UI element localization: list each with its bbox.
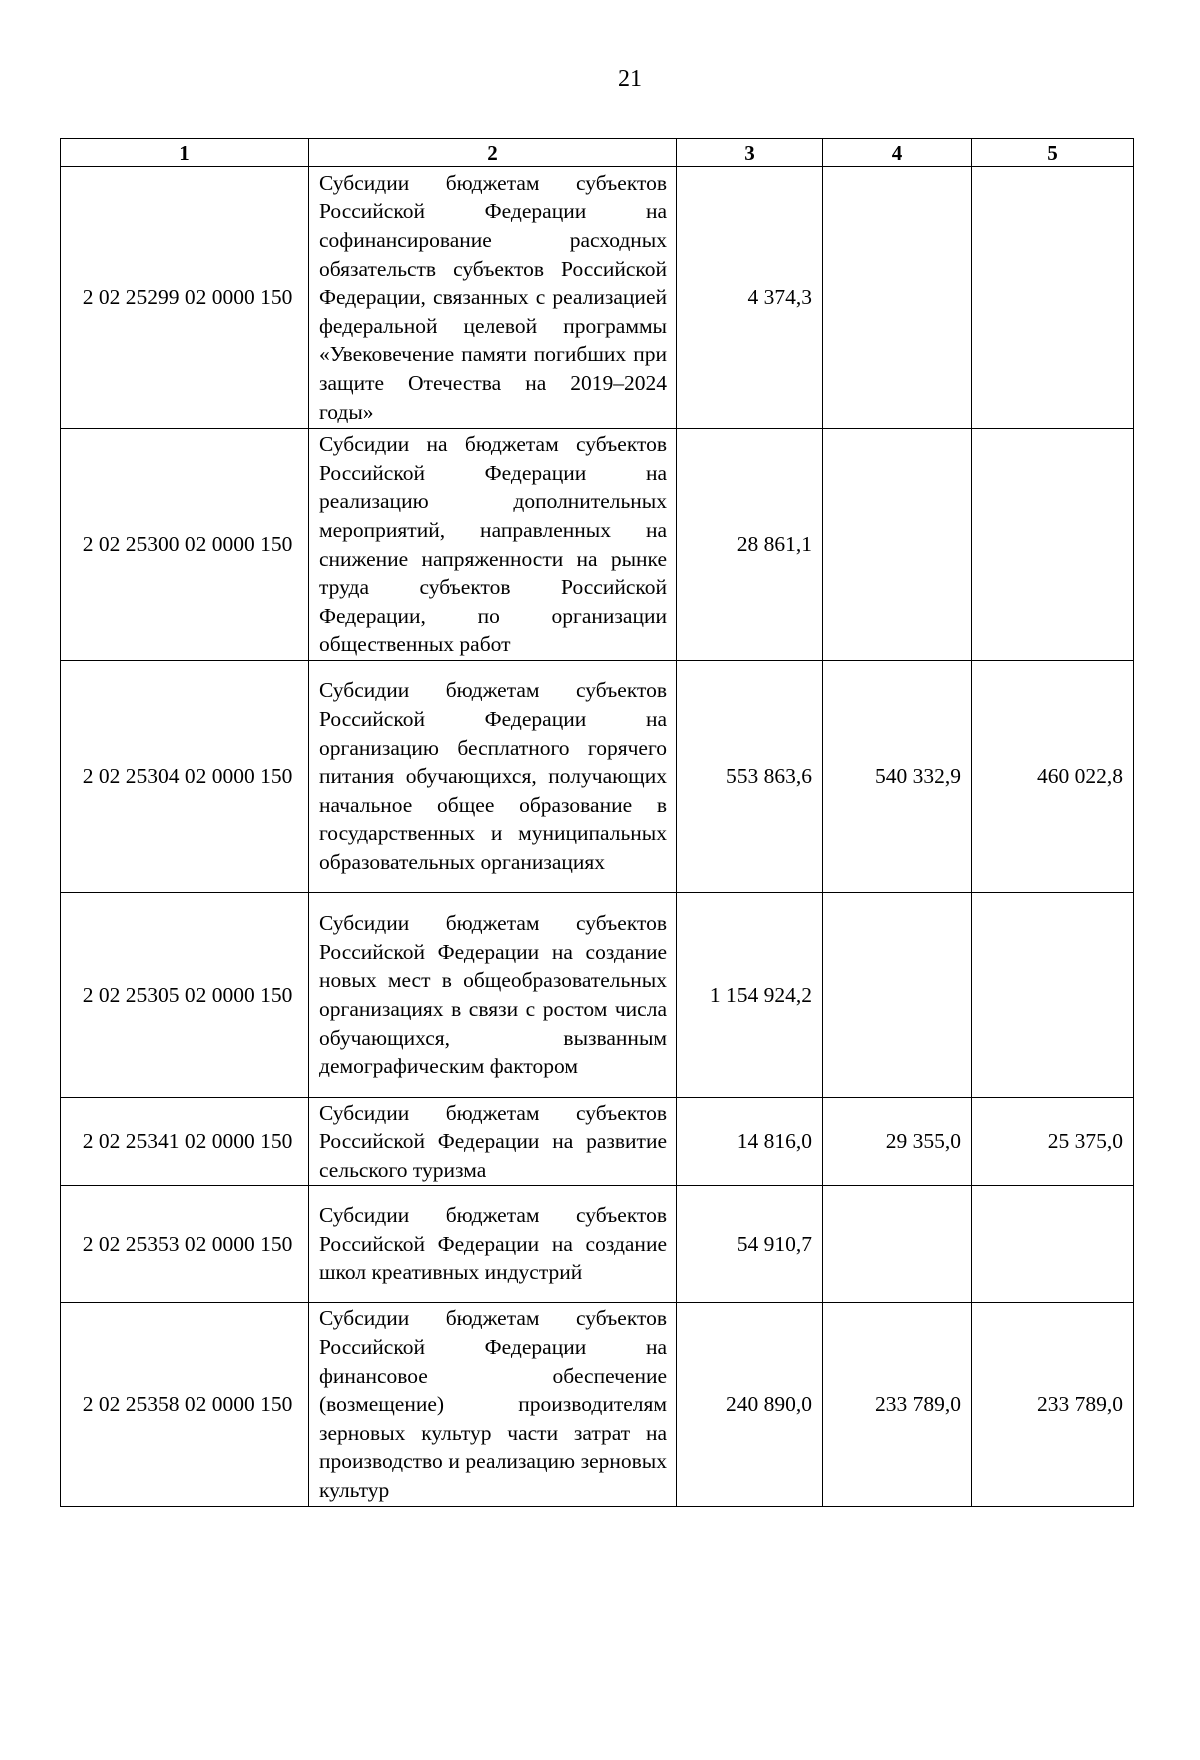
description: Субсидии бюджетам субъектов Российской Федерации на развитие сельского туризма [309,1098,677,1186]
budget-code: 2 02 25299 02 0000 150 [61,167,309,429]
description: Субсидии бюджетам субъектов Российской Федерации на создание школ креативных индустрий [309,1186,677,1303]
table-header-row [61,139,1134,167]
amount-col3: 14 816,0 [677,1098,823,1186]
amount-col3: 54 910,7 [677,1186,823,1303]
budget-code: 2 02 25305 02 0000 150 [61,893,309,1098]
description: Субсидии бюджетам субъектов Российской Федерации на создание новых мест в общеобразовательных организациях в связи с ростом числа обучающихся, вызванным демографическим фактором [309,893,677,1098]
amount-col5 [972,893,1134,1098]
column-header-2: 2 [309,139,677,167]
table-row [61,429,1134,661]
page-number: 21 [618,66,642,92]
amount-col5: 25 375,0 [972,1098,1134,1186]
table-row [61,1186,1134,1303]
budget-code: 2 02 25358 02 0000 150 [61,1303,309,1507]
column-header-3: 3 [677,139,823,167]
amount-col4 [823,167,972,429]
budget-code: 2 02 25300 02 0000 150 [61,429,309,661]
amount-col5 [972,429,1134,661]
column-header-5: 5 [972,139,1134,167]
column-header-4: 4 [823,139,972,167]
budget-code: 2 02 25341 02 0000 150 [61,1098,309,1186]
budget-table [60,138,1134,1507]
amount-col4: 233 789,0 [823,1303,972,1507]
table-row [61,893,1134,1098]
table-row [61,661,1134,893]
amount-col4: 29 355,0 [823,1098,972,1186]
amount-col4 [823,429,972,661]
amount-col5: 233 789,0 [972,1303,1134,1507]
table-row [61,1303,1134,1507]
table-row [61,1098,1134,1186]
amount-col3: 28 861,1 [677,429,823,661]
amount-col5: 460 022,8 [972,661,1134,893]
table-row [61,167,1134,429]
budget-code: 2 02 25304 02 0000 150 [61,661,309,893]
amount-col3: 240 890,0 [677,1303,823,1507]
description: Субсидии на бюджетам субъектов Российской Федерации на реализацию дополнительных мероприятий, направленных на снижение напряженности на рынке труда субъектов Российской Федерации, по организации общественных работ [309,429,677,661]
amount-col3: 4 374,3 [677,167,823,429]
amount-col5 [972,167,1134,429]
amount-col5 [972,1186,1134,1303]
amount-col3: 1 154 924,2 [677,893,823,1098]
amount-col4: 540 332,9 [823,661,972,893]
description: Субсидии бюджетам субъектов Российской Федерации на организацию бесплатного горячего питания обучающихся, получающих начальное общее образование в государственных и муниципальных образовательных организациях [309,661,677,893]
description: Субсидии бюджетам субъектов Российской Федерации на софинансирование расходных обязательств субъектов Российской Федерации, связанных с реализацией федеральной целевой программы «Увековечение памяти погибших при защите Отечества на 2019–2024 годы» [309,167,677,429]
amount-col4 [823,893,972,1098]
column-header-1: 1 [61,139,309,167]
description: Субсидии бюджетам субъектов Российской Федерации на финансовое обеспечение (возмещение) производителям зерновых культур части затрат на производство и реализацию зерновых культур [309,1303,677,1507]
amount-col4 [823,1186,972,1303]
amount-col3: 553 863,6 [677,661,823,893]
budget-code: 2 02 25353 02 0000 150 [61,1186,309,1303]
